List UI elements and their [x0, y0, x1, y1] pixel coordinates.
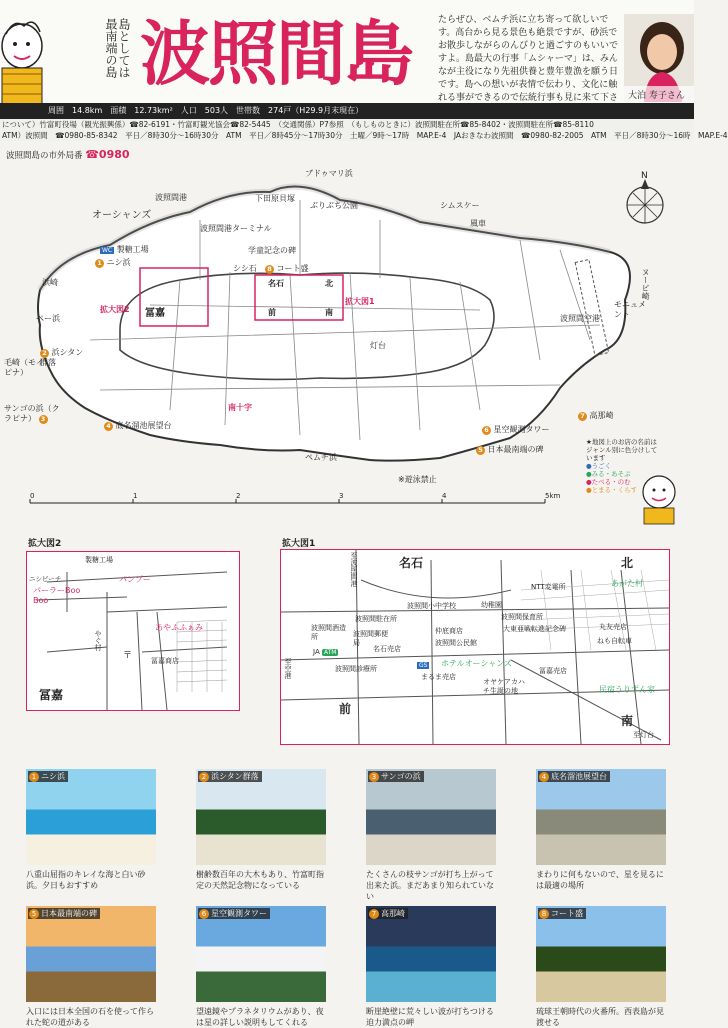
label-nuubi: ヌービ崎 — [641, 268, 650, 300]
inset1-tomika-shop: 冨嘉売店 — [539, 667, 567, 675]
inset2-shop: 冨嘉商店 — [151, 657, 179, 665]
legend-mascot-icon — [636, 472, 682, 524]
label-minami: 南 — [325, 308, 333, 317]
scale-tick-label: 1 — [133, 492, 138, 500]
label-pe-hama: ペー浜 — [36, 314, 60, 323]
inset1-to-port: 至波照間港 — [350, 552, 358, 587]
photo-label — [368, 908, 408, 919]
legend-see: ●みる・あそぶ — [586, 470, 631, 478]
intro-text: たらぜひ、ベムチ浜に立ち寄って欲しいです。高台から見る景色も絶景ですが、砂浜でお散歩しながらのんびりと過ごすのもいいですよ。島最大の行事「ムシャーマ」は、みんなが主役になり先祖供養と豊年豊漁を願う日です。島への想いが表情で伝わり、文化に触れる事ができるので伝統行事も見に来て下さ — [438, 15, 619, 103]
photo-number: 6 — [199, 909, 209, 919]
sokona-text: 底名溜池展望台 — [115, 421, 172, 430]
scale-tick-label: 2 — [236, 492, 241, 500]
photo-card — [536, 906, 666, 1028]
photo-title: コート盛 — [551, 909, 583, 918]
inset1-atm-badge: ATM — [323, 649, 337, 656]
label-yueki: ※遊泳禁止 — [398, 475, 437, 484]
label-sokona: 4 底名溜池展望台 — [104, 420, 172, 431]
inset2-parlor: パーラーBoo Boo — [33, 586, 81, 605]
photo-label — [198, 908, 270, 919]
label-seikun: 6 星空観測タワー — [482, 424, 550, 435]
legend-eat: ●たべる・のむ — [586, 478, 631, 486]
photo-image — [26, 769, 156, 865]
sanko-text: サンゴの浜（クラピナ） — [4, 404, 60, 423]
photo-image — [536, 769, 666, 865]
photo-number: 8 — [539, 909, 549, 919]
inset1-post: 波照間郵便局 — [353, 630, 388, 647]
inset1-gs: GS — [419, 662, 428, 669]
inset2-sugar: 製糖工場 — [85, 556, 113, 564]
compass-north: N — [641, 171, 648, 181]
inset1-nakamori: 仲底商店 — [435, 627, 463, 635]
inset1-kita: 北 — [621, 556, 634, 570]
label-hamashitan: 2 浜シタン群落 — [40, 348, 84, 367]
label-hamasaki: 浜崎 — [42, 278, 58, 287]
label-tomika: 冨嘉 — [145, 308, 165, 319]
photo-caption: 八重山屈指のキレイな海と白い砂浜。夕日もおすすめ — [26, 870, 146, 890]
inset2-koukan: やぐ村 — [94, 630, 102, 651]
inset1-title: 拡大図1 — [282, 539, 316, 549]
portrait-name: 大泊 寿子さん — [628, 91, 685, 101]
photo-image — [196, 769, 326, 865]
label-minamijuji: 南十字 — [228, 403, 252, 412]
label-terminal: 波照間港ターミナル — [200, 224, 272, 233]
photo-title: 底名溜池展望台 — [551, 772, 607, 781]
inset1-marui: 丸友売店 — [599, 623, 627, 631]
photo-label — [538, 771, 610, 782]
photo-image — [536, 906, 666, 1002]
inset1-police: 波照間駐在所 — [355, 615, 397, 623]
scale-tick-label: 4 — [442, 492, 447, 500]
label-kita: 北 — [325, 279, 333, 288]
inset1-naishi: 名石 — [399, 556, 424, 570]
label-takanazaki: 7 高那崎 — [578, 410, 614, 421]
photo-label — [28, 771, 68, 782]
photo-title: ニシ浜 — [41, 772, 65, 781]
mascot-illustration — [0, 14, 58, 104]
photo-title: サンゴの浜 — [381, 772, 421, 781]
label-sanko: サンゴの浜（クラピナ） 3 — [4, 404, 60, 423]
label-kakudai1: 拡大図1 — [345, 297, 375, 306]
photo-image — [26, 906, 156, 1002]
photo-label — [538, 908, 586, 919]
info-bar — [0, 119, 728, 141]
inset1-nursery: 波照間保育所 — [501, 613, 543, 621]
inset2-postmark: 〒 — [123, 651, 133, 661]
label-shishi: シシ石 — [233, 264, 257, 273]
nihon-text: 日本最南端の碑 — [487, 445, 544, 454]
area-code-number: ☎0980 — [85, 148, 130, 161]
label-bemuchi: ペムチ浜 — [305, 453, 337, 462]
inset1-mae: 前 — [339, 702, 352, 716]
seikun-text: 星空観測タワー — [493, 425, 550, 434]
inset2-tomika: 冨嘉 — [39, 688, 64, 702]
inset2-panpuu: パンプー — [119, 575, 151, 584]
label-kakudai2: 拡大図2 — [100, 305, 130, 314]
photo-caption: 入口には日本全国の石を使って作られた蛇の道がある — [26, 1007, 154, 1027]
inset1-to-airport: 至空港 — [284, 658, 292, 679]
sugar-factory-text: 製糖工場 — [116, 245, 149, 254]
label-bukumarihama: ブドゥマリ浜 — [305, 169, 353, 178]
label-shimusuke: シムスケー — [440, 201, 480, 210]
nishihama-text: ニシ浜 — [106, 258, 131, 267]
photo-number: 4 — [539, 772, 549, 782]
info-line-2: ATM）波照間 ☎0980-85-8342 平日／8時30分～16時30分 ATM 平日／8時45分～17時30分 土曜／9時～17時 MAP.E-4 JAおきなわ波照間 ☎0980-82-2005 ATM 平日／8時30分～16時 MAP.E-4 — [2, 131, 728, 140]
legend-title: ★地図上のお店の名前はジャンル別に色分けしています — [586, 438, 658, 462]
photo-caption: 樹齢数百年の大木もあり、竹富町指定の天然記念物になっている — [196, 870, 324, 890]
vertical-subtitle: 島としては最南端の島 — [104, 18, 131, 78]
stats-bar: 周囲 14.8km 面積 12.73km² 人口 503人 世帯数 274戸（H29.9月末現在） — [0, 103, 694, 119]
label-airport: 波照間空港 — [560, 314, 600, 323]
inset1-ja-text: JA — [313, 648, 320, 656]
kotomori-text: コート盛 — [276, 264, 309, 273]
inset1-marumo: まるま売店 — [421, 673, 456, 681]
inset1-ntt: NTT変電所 — [531, 583, 566, 591]
photo-number: 7 — [369, 909, 379, 919]
inset1-agada: あがた村 — [611, 579, 643, 588]
portrait-photo — [624, 14, 694, 102]
scale-bar — [30, 492, 561, 513]
inset2-map — [26, 551, 240, 711]
inset1-minshuku: 民宿うりずん家 — [599, 685, 655, 694]
photo-card — [196, 769, 326, 891]
photo-label — [198, 771, 262, 782]
legend-move: ●うごく — [586, 462, 612, 470]
inset2-ayafu: あやふふぁみ — [155, 623, 203, 632]
label-oceans: オーシャンズ — [92, 210, 152, 221]
page-title: 波照間島 — [140, 12, 412, 95]
label-hateruma-port: 波照間港 — [155, 193, 187, 202]
photo-title: 日本最南端の碑 — [41, 909, 97, 918]
hamashitan-text: 浜シタン群落 — [40, 348, 84, 367]
photo-card — [366, 906, 496, 1028]
label-nihon: 5 日本最南端の碑 — [476, 444, 544, 455]
label-toudai: 灯台 — [370, 341, 386, 350]
label-sugar-factory: WC 製糖工場 — [102, 245, 149, 254]
photo-card — [26, 769, 156, 891]
inset1-daitou: 大東亜戦転進記念碑 — [503, 625, 566, 633]
photo-number: 1 — [29, 772, 39, 782]
inset1-map — [280, 549, 670, 745]
photo-number: 2 — [199, 772, 209, 782]
photo-caption: 望遠鏡やプラネタリウムがあり、夜は星の詳しい説明もしてくれる — [196, 1007, 324, 1027]
photo-caption: たくさんの枝サンゴが打ち上がって出来た浜。まだあまり知られていない — [366, 870, 494, 901]
photo-label — [368, 771, 424, 782]
photo-image — [366, 906, 496, 1002]
photo-title: 星空観測タワー — [211, 909, 267, 918]
area-code-heading: 波照間島の市外局番 — [6, 151, 83, 161]
label-shimotaminato: 下田原貝塚 — [255, 194, 295, 203]
inset2-title: 拡大図2 — [28, 539, 62, 549]
label-kotomori: 8 コート盛 — [265, 263, 309, 274]
inset1-oyake: オヤケアカハチ生誕の地 — [483, 678, 525, 695]
scale-tick-label: 3 — [339, 492, 344, 500]
compass-icon — [627, 179, 663, 223]
label-monument: モニュメント — [614, 300, 646, 319]
inset2-nishi-beach: ニシビーチ — [29, 575, 62, 583]
label-buribushi: ぶりぶち公園 — [310, 201, 358, 210]
photo-card — [366, 769, 496, 902]
label-nishihama: 1 ニシ浜 — [95, 257, 131, 268]
label-moihama: 毛崎（モイピナ） — [4, 358, 44, 377]
inset1-hotel: ホテルオーシャンズ — [441, 659, 513, 668]
label-fuusha: 風車 — [470, 219, 486, 228]
inset1-kominkan: 波照間公民館 — [435, 639, 477, 647]
inset1-sake: 波照間酒造所 — [311, 624, 346, 641]
photo-card — [26, 906, 156, 1028]
inset1-myseki: 名石売店 — [373, 645, 401, 653]
photo-caption: 琉球王朝時代の火番所。西表島が見渡せる — [536, 1007, 664, 1027]
info-line-1: について）竹富町役場（観光振興係）☎82-6191・竹富町観光協会☎82-5445 （交通関係）P7参照 （もしものときに）波照間駐在所☎85-8402・波照間駐在所☎85-8110 — [2, 120, 594, 129]
inset1-to-light: 至灯台 — [633, 731, 654, 739]
scale-tick-label: 5km — [545, 492, 561, 500]
takanazaki-text: 高那崎 — [589, 411, 614, 420]
photo-image — [366, 769, 496, 865]
photo-number: 5 — [29, 909, 39, 919]
photo-title: 高那崎 — [381, 909, 405, 918]
photo-card — [536, 769, 666, 891]
photo-image — [196, 906, 326, 1002]
scale-tick-label: 0 — [30, 492, 35, 500]
inset1-minami: 南 — [621, 714, 634, 728]
photo-caption: 断崖絶壁に荒々しい波が打ちつける迫力満点の岬 — [366, 1007, 494, 1027]
inset1-clinic: 波照間診療所 — [335, 665, 377, 673]
photo-number: 3 — [369, 772, 379, 782]
inset1-nemoji: ねも自転車 — [597, 637, 632, 645]
photo-caption: まわりに何もないので、星を見るには最適の場所 — [536, 870, 664, 890]
label-mae: 前 — [268, 308, 276, 317]
legend-stay: ●とまる・くらす — [586, 486, 638, 494]
inset1-ja — [313, 648, 338, 656]
label-naishi: 名石 — [268, 279, 284, 288]
inset1-school: 波照間小中学校 — [407, 602, 456, 610]
label-gakusei: 学童記念の碑 — [248, 246, 296, 255]
photo-card — [196, 906, 326, 1028]
photo-title: 浜シタン群落 — [211, 772, 259, 781]
photo-label — [28, 908, 100, 919]
inset1-kindergarten: 幼稚園 — [481, 601, 502, 609]
